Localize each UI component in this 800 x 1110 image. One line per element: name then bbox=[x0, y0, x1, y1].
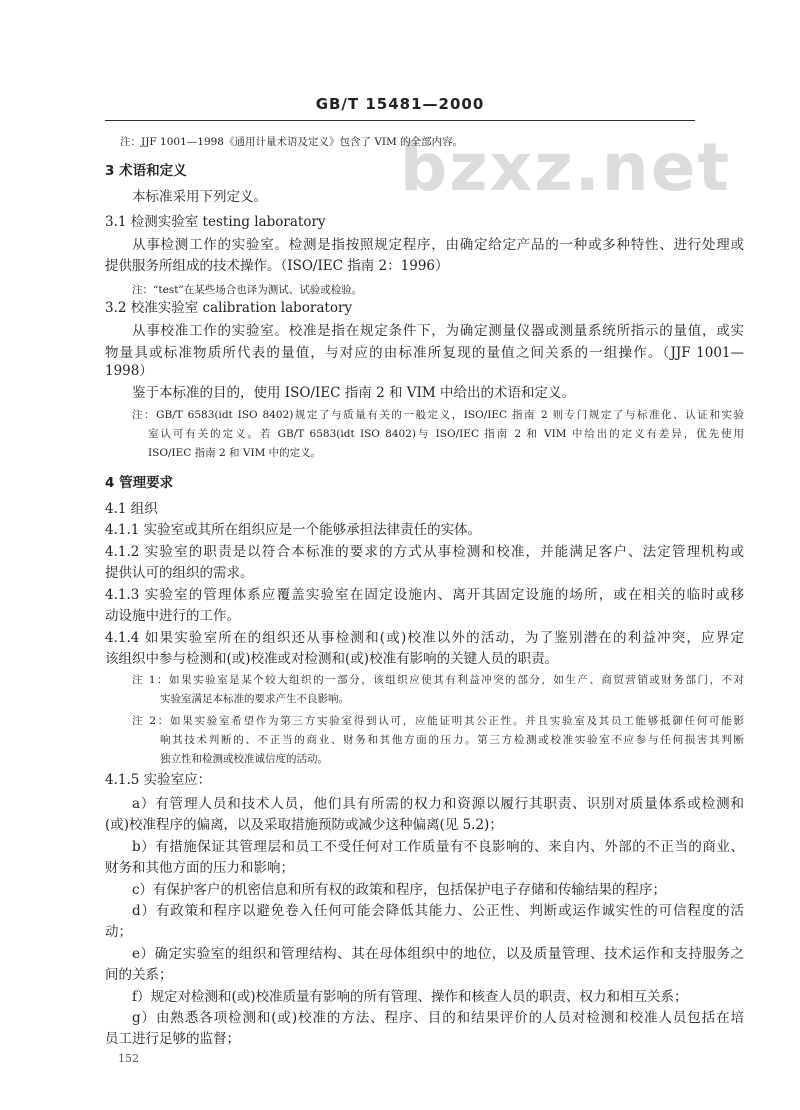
note-line: 注：GB/T 6583(idt ISO 8402)规定了与质量有关的一般定义，ISO/IEC 指南 2 则专门规定了与标准化、认证和实验 bbox=[132, 409, 744, 421]
text-line: c）有保护客户的机密信息和所有权的政策和程序，包括保护电子存储和传输结果的程序； bbox=[132, 882, 667, 898]
text-line: a）有管理人员和技术人员，他们具有所需的权力和资源以履行其职责、识别对质量体系或检测和 bbox=[132, 796, 744, 812]
text-line: 财务和其他方面的压力和影响； bbox=[105, 860, 294, 876]
text-line: 提供认可的组织的需求。 bbox=[105, 565, 254, 581]
text-line: 3.2 校准实验室 calibration laboratory bbox=[105, 300, 353, 316]
text-line: 间的关系； bbox=[105, 967, 173, 983]
note-line: 实验室满足本标准的要求产生不良影响。 bbox=[160, 693, 349, 705]
text-line: 本标准采用下列定义。 bbox=[132, 189, 267, 205]
text-line: 从事校准工作的实验室。校准是指在规定条件下，为确定测量仪器或测量系统所指示的量值，或实 bbox=[132, 323, 744, 339]
note-line: 注：“test”在某些场合也译为测试、试验或检验。 bbox=[132, 284, 363, 296]
note-line: 响其技术判断的、不正当的商业、财务和其他方面的压力。第三方检测或校准实验室不应参与任何损害其判断 bbox=[160, 734, 744, 746]
section-heading: 4 管理要求 bbox=[105, 475, 174, 491]
text-line: 动设施中进行的工作。 bbox=[105, 608, 240, 624]
text-line: g）由熟悉各项检测和(或)校准的方法、程序、目的和结果评价的人员对检测和校准人员包括在培 bbox=[132, 1010, 744, 1026]
note-line: 注 1：如果实验室是某个较大组织的一部分，该组织应使其有利益冲突的部分，如生产、商贸营销或财务部门，不对 bbox=[132, 674, 744, 686]
note-line: 注：JJF 1001—1998《通用计量术语及定义》包含了 VIM 的全部内容。 bbox=[120, 136, 464, 148]
standard-code-header: GB/T 15481—2000 bbox=[315, 95, 485, 113]
page-number: 152 bbox=[118, 1052, 139, 1065]
note-line: 注 2：如果实验室希望作为第三方实验室得到认可，应能证明其公正性。并且实验室及其员工能够抵御任何可能影 bbox=[132, 715, 744, 727]
text-line: 从事检测工作的实验室。检测是指按照规定程序，由确定给定产品的一种或多种特性、进行处理或 bbox=[132, 237, 744, 253]
text-line: 物量具或标准物质所代表的量值，与对应的由标准所复现的量值之间关系的一组操作。（JJF 1001— bbox=[105, 345, 744, 361]
text-line: e）确定实验室的组织和管理结构、其在母体组织中的地位，以及质量管理、技术运作和支持服务之 bbox=[132, 946, 744, 962]
text-line: 3.1 检测实验室 testing laboratory bbox=[105, 214, 326, 230]
text-line: 4.1.5 实验室应： bbox=[105, 772, 212, 788]
watermark: bzxz.net bbox=[400, 129, 732, 206]
note-line: ISO/IEC 指南 2 和 VIM 中的定义。 bbox=[148, 447, 322, 459]
text-line: 1998） bbox=[105, 363, 153, 379]
text-line: b）有措施保证其管理层和员工不受任何对工作质量有不良影响的、来自内、外部的不正当的商业、 bbox=[132, 839, 744, 855]
text-line: d）有政策和程序以避免卷入任何可能会降低其能力、公正性、判断或运作诚实性的可信程度的活 bbox=[132, 903, 744, 919]
text-line: f）规定对检测和(或)校准质量有影响的所有管理、操作和核查人员的职责、权力和相互关系； bbox=[132, 989, 688, 1005]
text-line: 动； bbox=[105, 924, 132, 940]
text-line: 4.1.4 如果实验室所在的组织还从事检测和(或)校准以外的活动，为了鉴别潜在的利益冲突，应界定 bbox=[105, 630, 744, 646]
text-line: 鉴于本标准的目的，使用 ISO/IEC 指南 2 和 VIM 中给出的术语和定义。 bbox=[132, 385, 575, 401]
text-line: (或)校准程序的偏离，以及采取措施预防或减少这种偏离(见 5.2)； bbox=[105, 817, 503, 833]
section-heading: 3 术语和定义 bbox=[105, 163, 187, 179]
note-line: 室认可有关的定义。若 GB/T 6583(idt ISO 8402)与 ISO/IEC 指南 2 和 VIM 中给出的定义有差异，优先使用 bbox=[148, 428, 744, 440]
text-line: 提供服务所组成的技术操作。（ISO/IEC 指南 2：1996） bbox=[105, 258, 449, 274]
text-line: 4.1.3 实验室的管理体系应覆盖实验室在固定设施内、离开其固定设施的场所，或在相关的临时或移 bbox=[105, 587, 744, 603]
text-line: 4.1.1 实验室或其所在组织应是一个能够承担法律责任的实体。 bbox=[105, 522, 482, 538]
note-line: 独立性和检测或校准诚信度的活动。 bbox=[160, 753, 328, 765]
text-line: 4.1.2 实验室的职责是以符合本标准的要求的方式从事检测和校准，并能满足客户、法定管理机构或 bbox=[105, 544, 744, 560]
header-rule bbox=[105, 120, 695, 121]
text-line: 该组织中参与检测和(或)校准或对检测和(或)校准有影响的关键人员的职责。 bbox=[105, 651, 559, 667]
text-line: 员工进行足够的监督； bbox=[105, 1031, 240, 1047]
text-line: 4.1 组织 bbox=[105, 501, 158, 517]
